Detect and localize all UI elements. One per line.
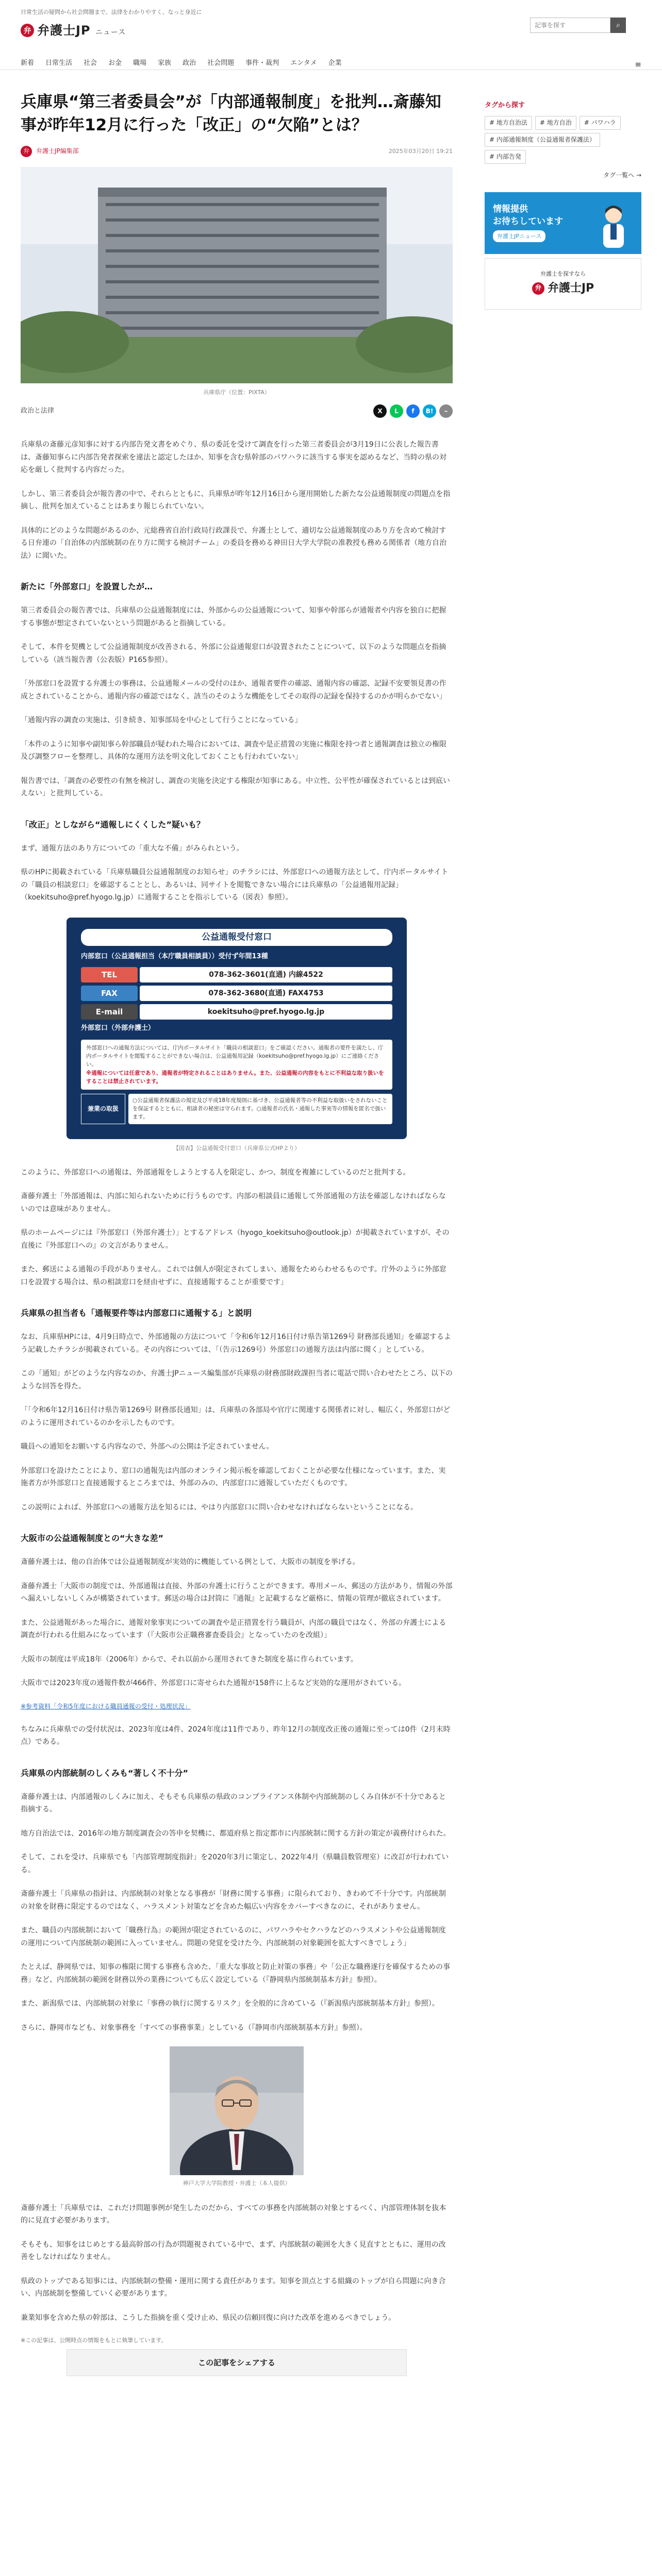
hatena-icon[interactable]: B!	[423, 404, 436, 418]
paragraph: 職員への通知をお願いする内容なので、外部への公開は予定されていません。	[21, 1443, 274, 1451]
paragraph: 「「令和6年12月16日付け県告第1269号 財務部長通知」は、兵庫県の各部局や官庁に関連する関係者に対し、幅広く、外部窓口がどのように運用されているのかを示したものです。	[21, 1406, 451, 1427]
paragraph: また、公益通報があった場合に、通報対象事実についての調査や是正措置を行う職員が、内部の職員ではなく、外部の弁護士による調査が行われる仕組みになっています（『大阪市公正職務審査委員会』となっていたのを改組）」	[21, 1618, 446, 1640]
nav-item[interactable]: 社会問題	[207, 59, 235, 67]
article	[21, 91, 453, 2376]
sidebar	[485, 100, 641, 310]
section-heading: 新たに「外部窓口」を設置したが…	[21, 582, 153, 592]
info-internal-heading: 内部窓口（公益通報担当（本庁職員相談員））受付ず年間13種	[81, 953, 268, 961]
tag-item[interactable]: # 内部通報制度（公益通報者保護法）	[485, 133, 600, 147]
nav-item[interactable]: 新着	[21, 59, 35, 67]
paragraph: この「通知」がどのような内容なのか、弁護士JPニュース編集部が兵庫県の財務部財政課担当者に電話で問い合わせたところ、以下のような回答を得た。	[21, 1369, 453, 1391]
share-buttons	[373, 404, 453, 418]
paragraph: 斎藤弁護士は、他の自治体では公益通報制度が実効的に機能している例として、大阪市の制度を挙げる。	[21, 1558, 360, 1567]
paragraph: また、郵送による通報の手段がありません。これでは個人が限定されてしまい、通報をためらわせるものです。庁外のように外部窓口を設置する場合は、県の相談窓口を経由せずに、直接通報することが重要です」	[21, 1265, 446, 1286]
paragraph: 兼業知事を含めた県の幹部は、こうした指摘を重く受け止め、県民の信頼回復に向けた改革を進めるべきでしょう。	[21, 2313, 396, 2322]
link-icon[interactable]: ⌁	[439, 404, 453, 418]
paragraph: 大阪市の制度は平成18年（2006年）からで、それ以前から運用されてきた制度を基に作られています。	[21, 1655, 358, 1664]
email-value: koekitsuho@pref.hyogo.lg.jp	[140, 1004, 392, 1020]
paragraph: 報告書では、「調査の必要性の有無を検討し、調査の実施を決定する権限が知事にある。中立性、公平性が確保されているとは到底いえない」と批判している。	[21, 776, 450, 798]
tag-item[interactable]: # パワハラ	[580, 116, 621, 130]
fax-value: 078-362-3680(直通) FAX4753	[140, 986, 392, 1001]
tag-item[interactable]: # 内部告発	[485, 150, 526, 164]
portrait-caption: 神戸大学大学院教授・弁護士（本人提供）	[183, 2180, 291, 2187]
section-heading: 兵庫県の内部統制のしくみも“著しく不十分”	[21, 1768, 189, 1778]
section-heading: 兵庫県の担当者も「通報要件等は内部窓口に通報する」と説明	[21, 1308, 252, 1318]
nav-item[interactable]: 職場	[133, 59, 147, 67]
email-label: E-mail	[81, 1004, 138, 1020]
person-illustration	[593, 201, 634, 248]
paragraph: 県のホームページには『外部窓口（外部弁護士）」とするアドレス（hyogo_koekitsuho@outlook.jp）が掲載されていますが、その直後に『外部窓口への』の文言がありません。	[21, 1229, 450, 1250]
paragraph: 第三者委員会の報告書では、兵庫県の公益通報制度には、外部からの公益通報について、知事や幹部らが通報者や内容を独自に把握する事態が想定されていないという問題があると指摘している。	[21, 606, 446, 628]
find-lawyer-sub: 弁護士を探すなら	[540, 270, 586, 277]
site-header	[0, 0, 662, 56]
paragraph: 斎藤弁護士「大阪市の制度では、外部通報は直接、外部の弁護士に行うことができます。專用メール、郵送の方法があり、情報の外部へ漏えいしないしくみが構築されています。郵送の場合は封筒に『通報』と記載するなど厳格に、情報の管理が徹底されています。	[21, 1582, 453, 1603]
info-external-note: 外部窓口への通報方法については、庁内ポータルサイト「職員の相談窓口」をご確認ください。通報者の要件を満たし、庁内ポータルサイトを閲覧することができない場合は、公益通報用記録（koekitsuho@pref.hyogo.lg.jp）にご連絡ください。 ※通報については任意であり、通報者が特定されることはありません。また、公益通報の内容をもとに不利益な取り扱いをすることは禁止されています。	[81, 1040, 392, 1090]
nav-item[interactable]: 政治	[183, 59, 196, 67]
x-icon[interactable]: X	[373, 404, 387, 418]
nav-item[interactable]: 社会	[84, 59, 97, 67]
nav-item[interactable]: 事件・裁判	[245, 59, 279, 67]
search-box	[530, 18, 626, 33]
paragraph: さらに、静岡市なども、対象事務を「すべての事務事業」としている（『静岡市内部統制基本方針』参照）。	[21, 2023, 367, 2032]
nav-item[interactable]: 日常生活	[45, 59, 73, 67]
paragraph: 外部窓口を設けたことにより、窓口の通報先は内部のオンライン掲示板を確認しておくことが必要な仕様になっています。また、実施者方が外部窓口と直接通報するところまでは、外部のみの、内部窓口に通報していただくものです。	[21, 1466, 446, 1488]
info-bottom-tag: 兼業の取扱	[81, 1094, 125, 1124]
find-lawyer-logo: 弁 弁護士JP	[532, 279, 594, 299]
info-title: 公益通報受付窓口	[81, 929, 392, 946]
category-row	[21, 404, 453, 418]
paragraph: 斎藤弁護士「兵庫県の指針は、内部統制の対象となる事務が「財務に関する事務」に限られており、きわめて不十分です。内部統制の対象を財務に限定するのではなく、ハラスメント対策などを含めた幅広い内容をカバーすべきなのに、それがありません。	[21, 1890, 446, 1911]
paragraph: 具体的にどのような問題があるのか、元総務省自治行政局行政課長で、弁護士として、適切な公益通報制度のあり方を含めて検討する日弁連の「自治体の内部統制の在り方に関する検討チーム」の委員を務める神田日大学大学院の准教授も務める関係者（地方自治法）に聞いた。	[21, 526, 446, 560]
paragraph: 斎藤弁護士は、内部通報のしくみに加え、そもそも兵庫県の県政のコンプライアンス体制や内部統制のしくみ自体が不十分であると指摘する。	[21, 1792, 446, 1814]
info-external-heading: 外部窓口（外部弁護士）	[81, 1024, 155, 1032]
tag-list	[485, 116, 641, 164]
tel-value: 078-362-3601(直通) 内線4522	[140, 967, 392, 982]
logo-mark: 弁	[21, 24, 34, 37]
paragraph: 斎藤弁護士「外部通報は、内部に知られないために行うものです。内部の相談員に通報して外部通報の方法を確認しなければならないのでは意味がありません。	[21, 1192, 446, 1213]
info-bottom	[81, 1094, 392, 1124]
paragraph: 県政のトップである知事には、内部統制の整備・運用に関する責任があります。知事を頂点とする組織のトップが自ら問題に向き合い、内部統制を整備していく必要があります。	[21, 2277, 446, 2298]
nav-item[interactable]: 家族	[158, 59, 172, 67]
share-article-button[interactable]: この記事をシェアする	[67, 2349, 407, 2376]
tag-item[interactable]: # 地方自治法	[485, 116, 532, 130]
paragraph: 「本件のように知事や副知事ら幹部職員が疑われた場合においては、調査や是正措置の実施に権限を持つ者と通報調査は独立の権限及び調整フローを整理し、具体的な運用方法を明文化しておくことも行われていない」	[21, 740, 446, 761]
fax-label: FAX	[81, 986, 138, 1001]
author-avatar: 弁	[21, 146, 32, 157]
hero-photo	[21, 167, 453, 383]
byline	[21, 145, 453, 158]
nav-item[interactable]: お金	[108, 59, 122, 67]
paragraph: また、新潟県では、内部統制の対象に「事務の執行に関するリスク」を全般的に含めている（『新潟県内部統制基本方針』参照）。	[21, 1999, 439, 2008]
section-heading: 「改正」としながら“通報しにくくした”疑いも？	[21, 819, 205, 829]
nav-item[interactable]: エンタメ	[290, 59, 317, 67]
article-notice: ※この記事は、公開時点の情報をもとに執筆しています。	[21, 2337, 167, 2344]
category-label[interactable]: 政治と法律	[21, 406, 55, 415]
tips-banner-text: 情報提供 お待ちしています	[493, 204, 563, 227]
info-tel-row	[81, 967, 392, 982]
infographic-caption: 【図表】公益通報受付窓口（兵庫県公式HPより）	[173, 1144, 300, 1151]
hamburger-icon[interactable]: ≡	[635, 60, 641, 69]
info-email-row	[81, 1004, 392, 1020]
paragraph: また、職員の内部統制において「職務行為」の範囲が限定されているのに、パワハラやセクハラなどのハラスメントや公益通報制度の運用について内部統制の範囲に入っていません。問題の発覚を受けた今、内部統制の対象範囲を拡大すべきでしょう」	[21, 1926, 446, 1947]
lawyer-portrait	[170, 2046, 304, 2175]
author[interactable]	[21, 146, 79, 157]
publish-date: 2025年03月20日 19:21	[388, 148, 453, 155]
article-title: 兵庫県“第三者委員会”が「内部通報制度」を批判…斎藤知事が昨年12月に行った「改正」の“欠陥”とは？	[21, 93, 441, 134]
author-name: 弁護士JP編集部	[36, 147, 79, 155]
paragraph: 斎藤弁護士「兵庫県では、これだけ問題事例が発生したのだから、すべての事務を内部統制の対象とするべく、内部管理体制を抜本的に見直す必要があります。	[21, 2204, 446, 2225]
photo-caption: 兵庫県庁（位置：PIXTA）	[203, 388, 270, 396]
info-bottom-text: ○公益通報者保護法の規定及び平成18年度規則に基づき、公益通報者等の不利益な取扱いをされないことを保証するとともに、相談者の秘密は守られます。○通報者の氏名・通報した事実等の情報を匿名で扱います。	[128, 1094, 392, 1124]
site-logo[interactable]	[21, 20, 126, 41]
tips-banner[interactable]	[485, 192, 641, 254]
tips-banner-pill: 弁護士JPニュース	[493, 230, 545, 242]
paragraph: この説明によれば、外部窓口への通報方法を知るには、やはり内部窓口に問い合わせなければならないということになる。	[21, 1503, 418, 1512]
paragraph: このように、外部窓口への通報は、外部通報をしようとする人を限定し、かつ、制度を複雑にしているのだと批判する。	[21, 1168, 410, 1177]
paragraph: 「外部窓口を設置する弁護士の事務は、公益通報メールの受付のほか、通報者要件の確認、通報内容の確認、記録不安要領見書の作成とされていることから、通報内容の確認ではなく、該当のそのような機能をしてその取得の記録を保持するのかが明らかでない」	[21, 680, 446, 701]
paragraph: まず、通報方法のあり方についての「重大な不備」がみられという。	[21, 844, 244, 853]
logo-name: 弁護士JP ニュース	[37, 23, 126, 38]
site-tagline: 日常生活の疑問から社会問題まで、法律をわかりやすく、なっと身近に	[21, 9, 202, 15]
paragraph: 「通報内容の調査の実施は、引き続き、知事部局を中心として行うことになっている」	[21, 716, 302, 725]
paragraph: なお、兵庫県HPには、4月9日時点で、外部通報の方法について「令和6年12月16日付け県告第1269号 財務部長通知」を確認するよう記載したチラシが掲載されている。その内容については、「（告示1269号）外部窓口の通報方法は内部に聞く」としている。	[21, 1333, 451, 1354]
info-fax-row	[81, 986, 392, 1001]
paragraph: しかし、第三者委員会が報告書の中で、それらとともに、兵庫県が昨年12月16日から運用開始した新たな公益通報制度の問題点を指摘し、批判を加えていることはあまり報じられていない。	[21, 489, 451, 511]
paragraph: 県のHPに掲載されている「兵庫県職員公益通報制度のお知らせ」のチラシには、外部窓口への通報方法として、庁内ポータルサイトの「職員の相談窓口」を確認することとし、あるいは、同サイトを閲覧できない場合には兵庫県の「公益通報用記録」（koekitsuho@pref.hyogo.lg.jp）に通報することを指示している（図表）参照）。	[21, 868, 449, 902]
category-nav	[0, 56, 662, 70]
paragraph: そして、これを受け、兵庫県でも「内部管理制度指針」を2020年3月に策定し、2022年4月（県職員数管理室）に改訂が行われている。	[21, 1853, 449, 1874]
paragraph: たとえば、静岡県では、知事の権限に関する事務も含めた、「重大な事故と防止対策の事務」や「公正な職務遂行を確保するための事務」など、内部統制の範囲を財務以外の業務についても広く設定している（『静岡県内部統制基本方針』参照）。	[21, 1963, 450, 1984]
search-icon[interactable]: ⌕	[610, 18, 626, 33]
search-input[interactable]	[530, 18, 610, 33]
paragraph: 大阪市では2023年度の通報件数が466件、外部窓口に寄せられた通報が158件に上るなど実効的な運用がされている。	[21, 1679, 406, 1688]
reference-link[interactable]: ※参考資料「令和5年度における職員通報の受付・処理状況」	[21, 1702, 191, 1710]
paragraph: ちなみに兵庫県での受付状況は、2023年度は4件、2024年度は11件であり、昨年12月の制度改正後の通報に至っては0件（2月末時点）である。	[21, 1725, 451, 1747]
tag-item[interactable]: # 地方自治	[535, 116, 576, 130]
find-lawyer-banner[interactable]	[485, 258, 641, 310]
line-icon[interactable]: L	[390, 404, 403, 418]
reporting-infographic	[67, 918, 407, 1139]
paragraph: そして、本件を契機として公益通報制度が改善される、外部に公益通報窓口が設置されたことについて、以下のような問題点を指摘している（該当報告書（公表版）P165参照）。	[21, 643, 446, 664]
tags-heading: タグから探す	[485, 101, 525, 109]
section-heading: 大阪市の公益通報制度との“大きな差”	[21, 1533, 164, 1544]
facebook-icon[interactable]: f	[406, 404, 420, 418]
nav-item[interactable]: 企業	[328, 59, 342, 67]
tag-list-link[interactable]: タグ一覧へ →	[603, 171, 641, 179]
tel-label: TEL	[81, 967, 138, 982]
paragraph: 地方自治法では、2016年の地方制度調査会の答申を契機に、都道府県と指定都市に内部統制に関する方針の策定が義務付けられた。	[21, 1829, 451, 1838]
paragraph: そもそも、知事をはじめとする最高幹部の行為が問題視されている中で、まず、内部統制の範囲を大きく見直すとともに、運用の改善をしなければなりません。	[21, 2240, 446, 2262]
paragraph: 兵庫県の斎藤元彦知事に対する内部告発文書をめぐり、県の委託を受けて調査を行った第三者委員会が3月19日に公表した報告書は、斎藤知事らに内部告発者探索を違法と認定したほか、知事を含む県幹部のパワハラに該当する事実を認めるなど、当時の県の対応を厳しく批判する内容だった。	[21, 440, 446, 474]
